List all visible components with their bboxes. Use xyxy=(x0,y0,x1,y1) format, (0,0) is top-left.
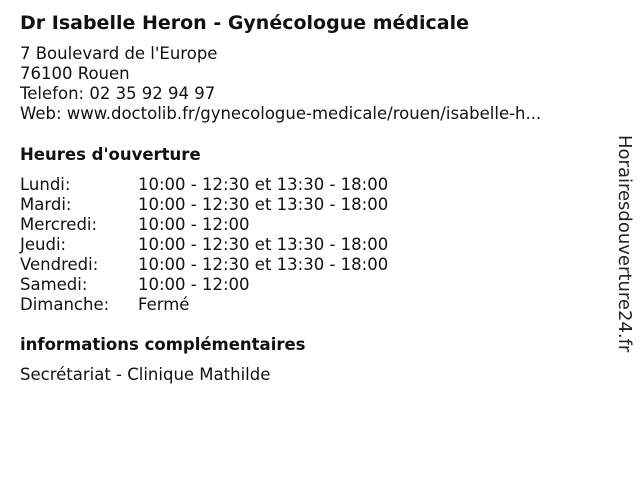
day-hours: 10:00 - 12:30 et 13:30 - 18:00 xyxy=(138,255,389,274)
website-link[interactable]: Web: www.doctolib.fr/gynecologue-medicale/rouen/isabelle-h... xyxy=(20,104,542,123)
day-label: Mardi: xyxy=(20,195,72,214)
page-title: Dr Isabelle Heron - Gynécologue médicale xyxy=(20,12,470,34)
address-block xyxy=(20,44,541,124)
phone-number: Telefon: 02 35 92 94 97 xyxy=(20,84,216,103)
day-label: Jeudi: xyxy=(20,235,67,254)
day-label: Dimanche: xyxy=(20,295,110,314)
day-hours: 10:00 - 12:00 xyxy=(138,275,250,294)
day-hours: 10:00 - 12:30 et 13:30 - 18:00 xyxy=(138,175,389,194)
street-address: 7 Boulevard de l'Europe xyxy=(20,44,218,63)
day-label: Lundi: xyxy=(20,175,71,194)
hours-row-wednesday xyxy=(20,215,388,235)
city-postal-code: 76100 Rouen xyxy=(20,64,130,83)
opening-hours-heading: Heures d'ouverture xyxy=(20,145,201,164)
hours-row-monday xyxy=(20,175,388,195)
day-label: Samedi: xyxy=(20,275,88,294)
watermark-text: Horairesdouverture24.fr xyxy=(614,135,635,353)
opening-hours-table xyxy=(20,175,388,315)
day-hours: 10:00 - 12:00 xyxy=(138,215,250,234)
day-hours: Fermé xyxy=(138,295,190,314)
hours-row-saturday xyxy=(20,275,388,295)
hours-row-thursday xyxy=(20,235,388,255)
additional-info-text: Secrétariat - Clinique Mathilde xyxy=(20,365,271,384)
hours-row-friday xyxy=(20,255,388,275)
day-label: Mercredi: xyxy=(20,215,98,234)
hours-row-tuesday xyxy=(20,195,388,215)
day-hours: 10:00 - 12:30 et 13:30 - 18:00 xyxy=(138,235,389,254)
site-watermark xyxy=(608,135,636,375)
hours-row-sunday xyxy=(20,295,388,315)
additional-info-heading: informations complémentaires xyxy=(20,335,306,354)
day-hours: 10:00 - 12:30 et 13:30 - 18:00 xyxy=(138,195,389,214)
day-label: Vendredi: xyxy=(20,255,99,274)
